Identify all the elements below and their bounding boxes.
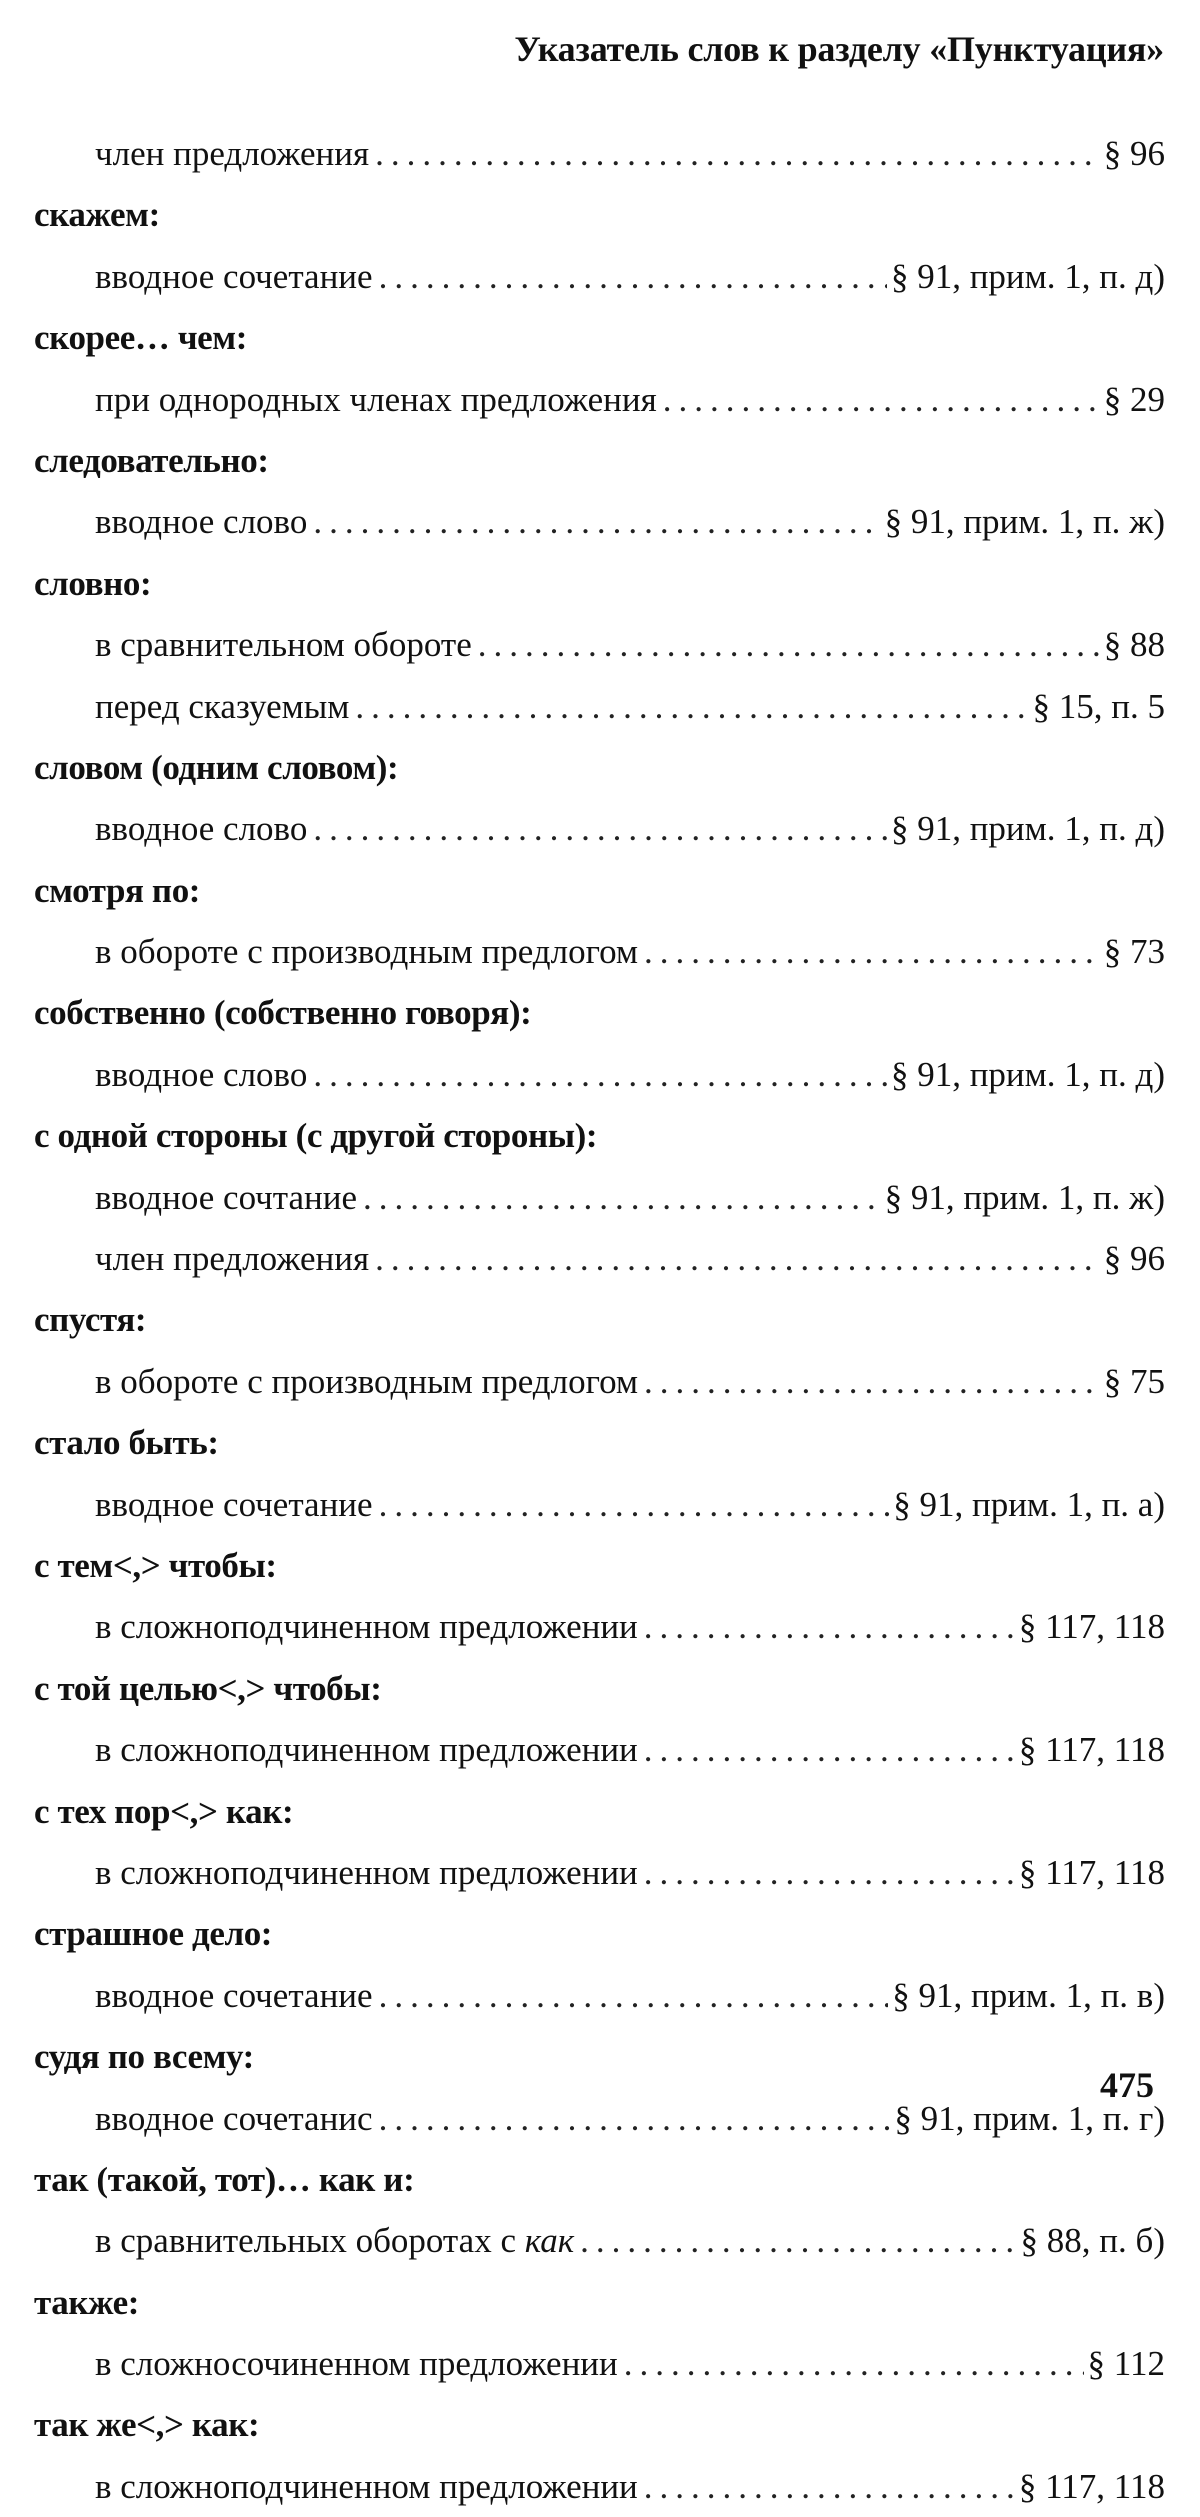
dot-leader	[644, 1719, 1015, 1780]
section-reference: § 117, 118	[1018, 1607, 1165, 1647]
subentry-label: вводное сочетание	[95, 1975, 373, 2015]
section-reference: § 29	[1103, 379, 1165, 419]
subentry-text	[95, 2456, 644, 2517]
index-term: словно:	[34, 563, 152, 603]
dot-leader	[313, 798, 887, 859]
subentry-label: в сравнительных оборотах с	[95, 2221, 516, 2261]
index-term: спустя:	[34, 1300, 147, 1340]
running-head: Указатель слов к разделу «Пунктуация»	[514, 29, 1164, 69]
section-reference: § 96	[1103, 134, 1165, 173]
dot-leader	[313, 1044, 887, 1105]
subentry-text	[95, 2210, 580, 2271]
dot-leader	[379, 1474, 890, 1535]
index-subentry	[34, 614, 1165, 675]
dot-leader	[663, 369, 1100, 430]
dot-leader	[379, 2088, 891, 2149]
section-reference: § 88	[1103, 625, 1165, 665]
index-term: с одной стороны (с другой стороны):	[34, 1116, 598, 1156]
index-term: смотря по:	[34, 870, 201, 910]
index-term: так (такой, тот)… как и:	[34, 2159, 415, 2199]
dot-leader	[644, 1596, 1015, 1657]
subentry-text	[95, 798, 313, 859]
index-term: стало быть:	[34, 1423, 219, 1463]
subentry-label: в сложноподчиненном предложении	[95, 1607, 638, 1647]
section-reference: § 96	[1103, 1239, 1165, 1279]
subentry-label: член предложения	[95, 134, 370, 173]
subentry-text	[95, 1228, 375, 1289]
index-term: судя по всему:	[34, 2037, 254, 2077]
index-subentry	[34, 2456, 1165, 2517]
subentry-text	[95, 1596, 644, 1657]
section-reference: § 73	[1103, 932, 1165, 972]
subentry-label: вводное слово	[95, 1054, 308, 1094]
index-term: с тем<,> чтобы:	[34, 1545, 277, 1585]
subentry-label: в обороте с производным предлогом	[95, 1361, 639, 1401]
index-subentry	[34, 369, 1165, 430]
index-term: следовательно:	[34, 440, 269, 480]
section-reference: § 91, прим. 1, п. ж)	[884, 1177, 1165, 1217]
section-reference: § 117, 118	[1018, 2466, 1165, 2506]
subentry-italic-word: как	[524, 2221, 575, 2261]
index-subentry	[34, 1965, 1165, 2026]
dot-leader	[375, 1228, 1100, 1289]
index-subentry	[34, 123, 1165, 184]
index-subentry	[34, 2210, 1165, 2271]
dot-leader	[379, 246, 887, 307]
section-reference: § 117, 118	[1018, 1852, 1165, 1892]
section-reference: § 91, прим. 1, п. д)	[890, 809, 1165, 849]
dot-leader	[580, 2210, 1016, 2271]
index-subentry	[34, 1167, 1165, 1228]
section-reference: § 91, прим. 1, п. ж)	[884, 502, 1165, 542]
index-subentry	[34, 1228, 1165, 1289]
subentry-label: в обороте с производным предлогом	[95, 932, 639, 972]
subentry-text	[95, 246, 379, 307]
subentry-label: в сложносочиненном предложении	[95, 2344, 618, 2384]
index-subentry	[34, 1842, 1165, 1903]
dot-leader	[478, 614, 1100, 675]
subentry-label: в сложноподчиненном предложении	[95, 1852, 638, 1892]
subentry-label: вводное сочетание	[95, 256, 373, 296]
section-reference: § 117, 118	[1018, 1730, 1165, 1770]
index-term: так же<,> как:	[34, 2405, 260, 2445]
index-subentry	[34, 1596, 1165, 1657]
subentry-label: вводное слово	[95, 502, 308, 542]
index-subentry	[34, 1351, 1165, 1412]
index-term: скорее… чем:	[34, 318, 247, 358]
subentry-text	[95, 1167, 363, 1228]
section-reference: § 112	[1087, 2344, 1165, 2384]
section-reference: § 75	[1103, 1361, 1165, 1401]
subentry-text	[95, 123, 375, 184]
dot-leader	[644, 921, 1100, 982]
section-reference: § 91, прим. 1, п. д)	[890, 256, 1165, 296]
section-reference: § 88, п. б)	[1020, 2221, 1165, 2261]
dot-leader	[644, 1351, 1100, 1412]
subentry-label: вводное слово	[95, 809, 308, 849]
index-subentry	[34, 2088, 1165, 2149]
subentry-label: в сравнительном обороте	[95, 625, 472, 665]
dot-leader	[644, 2456, 1015, 2517]
subentry-label: в сложноподчиненном предложении	[95, 2466, 638, 2506]
index-term: также:	[34, 2282, 139, 2322]
index-subentry	[34, 1719, 1165, 1780]
subentry-text	[95, 369, 663, 430]
subentry-label: при однородных членах предложения	[95, 379, 657, 419]
subentry-label: перед сказуемым	[95, 686, 350, 726]
index-subentry	[34, 2333, 1165, 2394]
index-term: собственно (собственно говоря):	[34, 993, 532, 1033]
subentry-text	[95, 614, 478, 675]
index-subentry	[34, 491, 1165, 552]
index-subentry	[34, 798, 1165, 859]
subentry-label: вводное сочетанис	[95, 2098, 373, 2138]
subentry-text	[95, 2333, 624, 2394]
subentry-label: вводное сочетание	[95, 1484, 373, 1524]
subentry-text	[95, 1351, 644, 1412]
index-term: скажем:	[34, 195, 160, 235]
index-term: с тех пор<,> как:	[34, 1791, 294, 1831]
subentry-text	[95, 2088, 379, 2149]
section-reference: § 15, п. 5	[1032, 686, 1165, 726]
word-index-list	[34, 123, 1165, 2517]
section-reference: § 91, прим. 1, п. а)	[893, 1484, 1165, 1524]
index-term: с той целью<,> чтобы:	[34, 1668, 382, 1708]
dot-leader	[624, 2333, 1084, 2394]
dot-leader	[313, 491, 880, 552]
index-subentry	[34, 921, 1165, 982]
subentry-text	[95, 1044, 313, 1105]
subentry-text	[95, 1719, 644, 1780]
index-term: словом (одним словом):	[34, 747, 399, 787]
index-subentry	[34, 1474, 1165, 1535]
section-reference: § 91, прим. 1, п. г)	[894, 2098, 1165, 2138]
index-subentry	[34, 1044, 1165, 1105]
dot-leader	[355, 676, 1028, 737]
dot-leader	[375, 123, 1100, 184]
dot-leader	[379, 1965, 889, 2026]
page-number: 475	[1100, 2065, 1154, 2105]
subentry-text	[95, 1965, 379, 2026]
subentry-text	[95, 676, 355, 737]
section-reference: § 91, прим. 1, п. д)	[890, 1054, 1165, 1094]
index-subentry	[34, 676, 1165, 737]
subentry-text	[95, 921, 644, 982]
subentry-label: в сложноподчиненном предложении	[95, 1730, 638, 1770]
subentry-label: член предложения	[95, 1239, 370, 1279]
dot-leader	[363, 1167, 881, 1228]
dot-leader	[644, 1842, 1015, 1903]
subentry-text	[95, 1474, 379, 1535]
section-reference: § 91, прим. 1, п. в)	[892, 1975, 1165, 2015]
index-term: страшное дело:	[34, 1914, 273, 1954]
subentry-text	[95, 1842, 644, 1903]
subentry-label: вводное сочтание	[95, 1177, 358, 1217]
subentry-text	[95, 491, 313, 552]
index-subentry	[34, 246, 1165, 307]
